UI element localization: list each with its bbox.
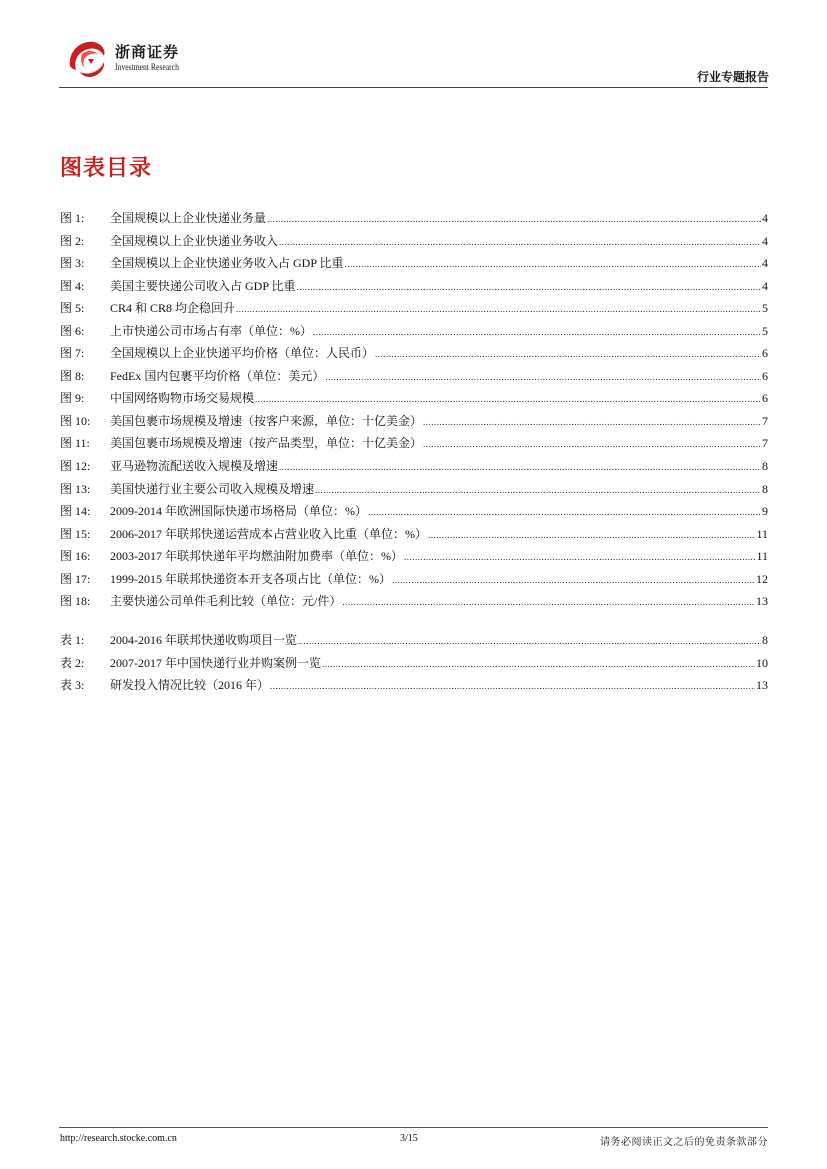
entry-number: 图 16: — [60, 549, 91, 564]
entry-title: 2006-2017 年联邦快递运营成本占营业收入比重（单位：%） — [110, 526, 427, 541]
entry-page: 4 — [762, 278, 768, 293]
entry-number: 图 12: — [60, 459, 91, 474]
entry-number: 图 15: — [60, 526, 91, 541]
entry-page: 8 — [762, 481, 768, 496]
entry-page: 13 — [756, 594, 768, 609]
page-number: 3/15 — [400, 1133, 418, 1144]
toc-entry[interactable] — [60, 525, 768, 548]
entry-title: 2009-2014 年欧洲国际快递市场格局（单位：%） — [110, 504, 367, 519]
entry-title: 主要快递公司单件毛利比较（单位：元/件） — [110, 594, 342, 609]
entry-title: 全国规模以上企业快递业务收入 — [110, 233, 279, 248]
dot-leader — [279, 234, 761, 249]
entry-number: 图 7: — [60, 346, 85, 361]
dot-leader — [267, 211, 761, 226]
dot-leader — [423, 436, 761, 451]
entry-title: 美国快递行业主要公司收入规模及增速 — [110, 481, 315, 496]
dot-leader — [315, 482, 761, 497]
company-logo — [66, 38, 186, 78]
toc-entry[interactable] — [60, 344, 768, 367]
toc-entry[interactable] — [60, 676, 768, 699]
entry-page: 5 — [762, 323, 768, 338]
entry-title: 全国规模以上企业快递业务量 — [110, 211, 267, 225]
entry-number: 图 14: — [60, 504, 91, 519]
toc-entry[interactable] — [60, 389, 768, 412]
dot-leader — [313, 324, 761, 339]
footer-url-link[interactable]: http://research.stocke.com.cn — [60, 1133, 177, 1144]
dot-leader — [368, 504, 761, 519]
entry-page: 5 — [762, 301, 768, 316]
toc-entry[interactable] — [60, 570, 768, 593]
dot-leader — [255, 391, 761, 406]
footer-divider — [59, 1127, 768, 1128]
entry-number: 图 2: — [60, 233, 85, 248]
figure-list — [60, 209, 768, 615]
logo-mark-icon — [66, 38, 108, 78]
entry-page: 6 — [762, 391, 768, 406]
toc-entry[interactable] — [60, 299, 768, 322]
dot-leader — [428, 527, 755, 542]
entry-page: 12 — [756, 571, 768, 586]
entry-number: 图 18: — [60, 594, 91, 609]
entry-title: 2004-2016 年联邦快递收购项目一览 — [110, 633, 297, 647]
toc-entry[interactable] — [60, 502, 768, 525]
toc-entry[interactable] — [60, 322, 768, 345]
toc-entry[interactable] — [60, 547, 768, 570]
dot-leader — [375, 346, 761, 361]
entry-number: 图 6: — [60, 323, 85, 338]
entry-page: 4 — [762, 256, 768, 271]
entry-page: 11 — [756, 549, 768, 564]
toc-entry[interactable] — [60, 412, 768, 435]
dot-leader — [236, 301, 761, 316]
toc-entry[interactable] — [60, 457, 768, 480]
report-type: 行业专题报告 — [696, 70, 769, 84]
entry-title: 上市快递公司市场占有率（单位：%） — [110, 323, 312, 338]
entry-title: 1999-2015 年联邦快递资本开支各项占比（单位：%） — [110, 571, 391, 586]
entry-page: 13 — [756, 678, 768, 693]
entry-title: 2003-2017 年联邦快递年平均燃油附加费率（单位：%） — [110, 549, 403, 564]
entry-page: 8 — [762, 459, 768, 474]
toc-entry[interactable] — [60, 232, 768, 255]
entry-page: 7 — [762, 413, 768, 428]
entry-number: 图 17: — [60, 571, 91, 586]
dot-leader — [342, 594, 755, 609]
entry-title: 美国包裹市场规模及增速（按客户来源，单位：十亿美金） — [110, 413, 423, 428]
entry-number: 图 10: — [60, 413, 91, 428]
entry-number: 表 3: — [60, 678, 85, 693]
toc-entry[interactable] — [60, 654, 768, 677]
entry-title: 全国规模以上企业快递平均价格（单位：人民币） — [110, 346, 375, 361]
entry-page: 7 — [762, 436, 768, 451]
dot-leader — [270, 678, 755, 693]
entry-number: 表 2: — [60, 655, 85, 670]
dot-leader — [325, 369, 761, 384]
entry-title: CR4 和 CR8 均企稳回升 — [110, 301, 236, 316]
entry-page: 4 — [762, 233, 768, 248]
entry-number: 图 4: — [60, 278, 85, 293]
disclaimer-note: 请务必阅读正文之后的免责条款部分 — [600, 1137, 768, 1148]
dot-leader — [345, 256, 761, 271]
dot-leader — [423, 414, 761, 429]
entry-number: 图 9: — [60, 391, 85, 406]
toc-title: 图表目录 — [60, 156, 153, 181]
dot-leader — [392, 572, 755, 587]
entry-page: 9 — [762, 504, 768, 519]
entry-number: 图 1: — [60, 211, 85, 225]
dot-leader — [279, 459, 761, 474]
toc-entry[interactable] — [60, 277, 768, 300]
entry-number: 图 13: — [60, 481, 91, 496]
entry-page: 6 — [762, 346, 768, 361]
logo-english-name: Investment Research — [115, 62, 179, 72]
entry-number: 图 11: — [60, 436, 90, 451]
toc-entry[interactable] — [60, 367, 768, 390]
entry-title: 中国网络购物市场交易规模 — [110, 391, 255, 406]
entry-title: 研发投入情况比较（2016 年） — [110, 678, 270, 693]
entry-title: 美国主要快递公司收入占 GDP 比重 — [110, 278, 296, 293]
table-list — [60, 631, 768, 699]
entry-page: 10 — [756, 655, 768, 670]
entry-page: 8 — [762, 633, 768, 647]
entry-title: FedEx 国内包裹平均价格（单位：美元） — [110, 368, 325, 383]
dot-leader — [297, 279, 761, 294]
entry-title: 全国规模以上企业快递业务收入占 GDP 比重 — [110, 256, 344, 271]
entry-title: 亚马逊物流配送收入规模及增速 — [110, 459, 279, 474]
toc-entry[interactable] — [60, 480, 768, 503]
entry-number: 图 5: — [60, 301, 85, 316]
entry-title: 2007-2017 年中国快递行业并购案例一览 — [110, 655, 321, 670]
logo-chinese-name: 浙商证券 — [115, 43, 180, 61]
entry-number: 图 8: — [60, 368, 85, 383]
toc-entry[interactable] — [60, 254, 768, 277]
toc-entry[interactable] — [60, 631, 768, 654]
entry-number: 表 1: — [60, 633, 85, 647]
entry-title: 美国包裹市场规模及增速（按产品类型，单位：十亿美金） — [110, 436, 423, 451]
entry-page: 11 — [756, 526, 768, 541]
entry-page: 6 — [762, 368, 768, 383]
dot-leader — [322, 656, 755, 671]
dot-leader — [404, 549, 755, 564]
entry-number: 图 3: — [60, 256, 85, 271]
toc-entry[interactable] — [60, 209, 768, 232]
header-divider — [59, 87, 768, 88]
toc-entry[interactable] — [60, 434, 768, 457]
entry-page: 4 — [762, 211, 768, 225]
toc-entry[interactable] — [60, 592, 768, 615]
dot-leader — [298, 633, 761, 648]
